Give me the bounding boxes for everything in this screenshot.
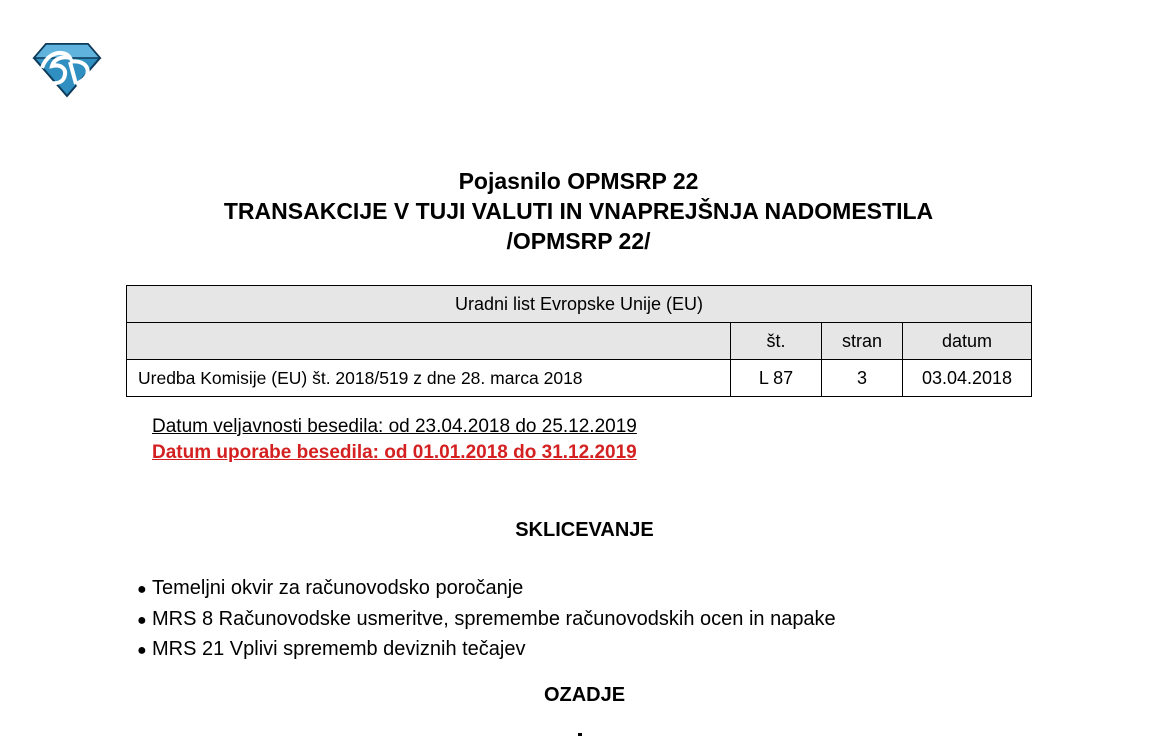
bullet-icon: ● [137,581,147,598]
header-cell-date: datum [903,323,1032,360]
header-cell-empty [127,323,731,360]
document-title [0,166,1157,256]
page-cell: 3 [822,360,903,397]
references-list [137,574,836,666]
bullet-icon: ● [137,611,147,629]
official-journal-table [126,285,1032,397]
date-cell: 03.04.2018 [903,360,1032,397]
list-item [137,635,836,666]
list-item [137,574,836,605]
title-line-3: /OPMSRP 22/ [506,228,651,254]
list-item-text: Temeljni okvir za računovodsko poročanje [152,577,524,599]
number-cell: L 87 [731,360,822,397]
table-caption: Uradni list Evropske Unije (EU) [127,286,1032,323]
list-item [137,605,836,636]
validity-dates [152,414,637,466]
list-item-text: MRS 8 Računovodske usmeritve, spremembe računovodskih ocen in napake [152,607,836,630]
title-line-2: TRANSAKCIJE V TUJI VALUTI IN VNAPREJŠNJA NADOMESTILA [223,198,934,224]
usage-date-text: Datum uporabe besedila: od 01.01.2018 do 31.12.2019 [152,442,637,463]
background-heading: OZADJE [543,684,626,706]
table-header-row [127,323,1032,360]
table-row [127,360,1032,397]
validity-date-text: Datum veljavnosti besedila: od 23.04.2018 do 25.12.2019 [152,416,637,437]
list-item-text: MRS 21 Vplivi sprememb deviznih tečajev [152,638,526,660]
header-cell-number: št. [731,323,822,360]
table-caption-row [127,286,1032,323]
title-line-1: Pojasnilo OPMSRP 22 [458,168,699,194]
references-heading: SKLICEVANJE [515,519,654,541]
bullet-icon: ● [137,642,147,659]
header-cell-page: stran [822,323,903,360]
logo-icon [30,40,104,100]
regulation-cell: Uredba Komisije (EU) št. 2018/519 z dne 28. marca 2018 [127,360,731,397]
page-cut-mark [578,733,582,736]
